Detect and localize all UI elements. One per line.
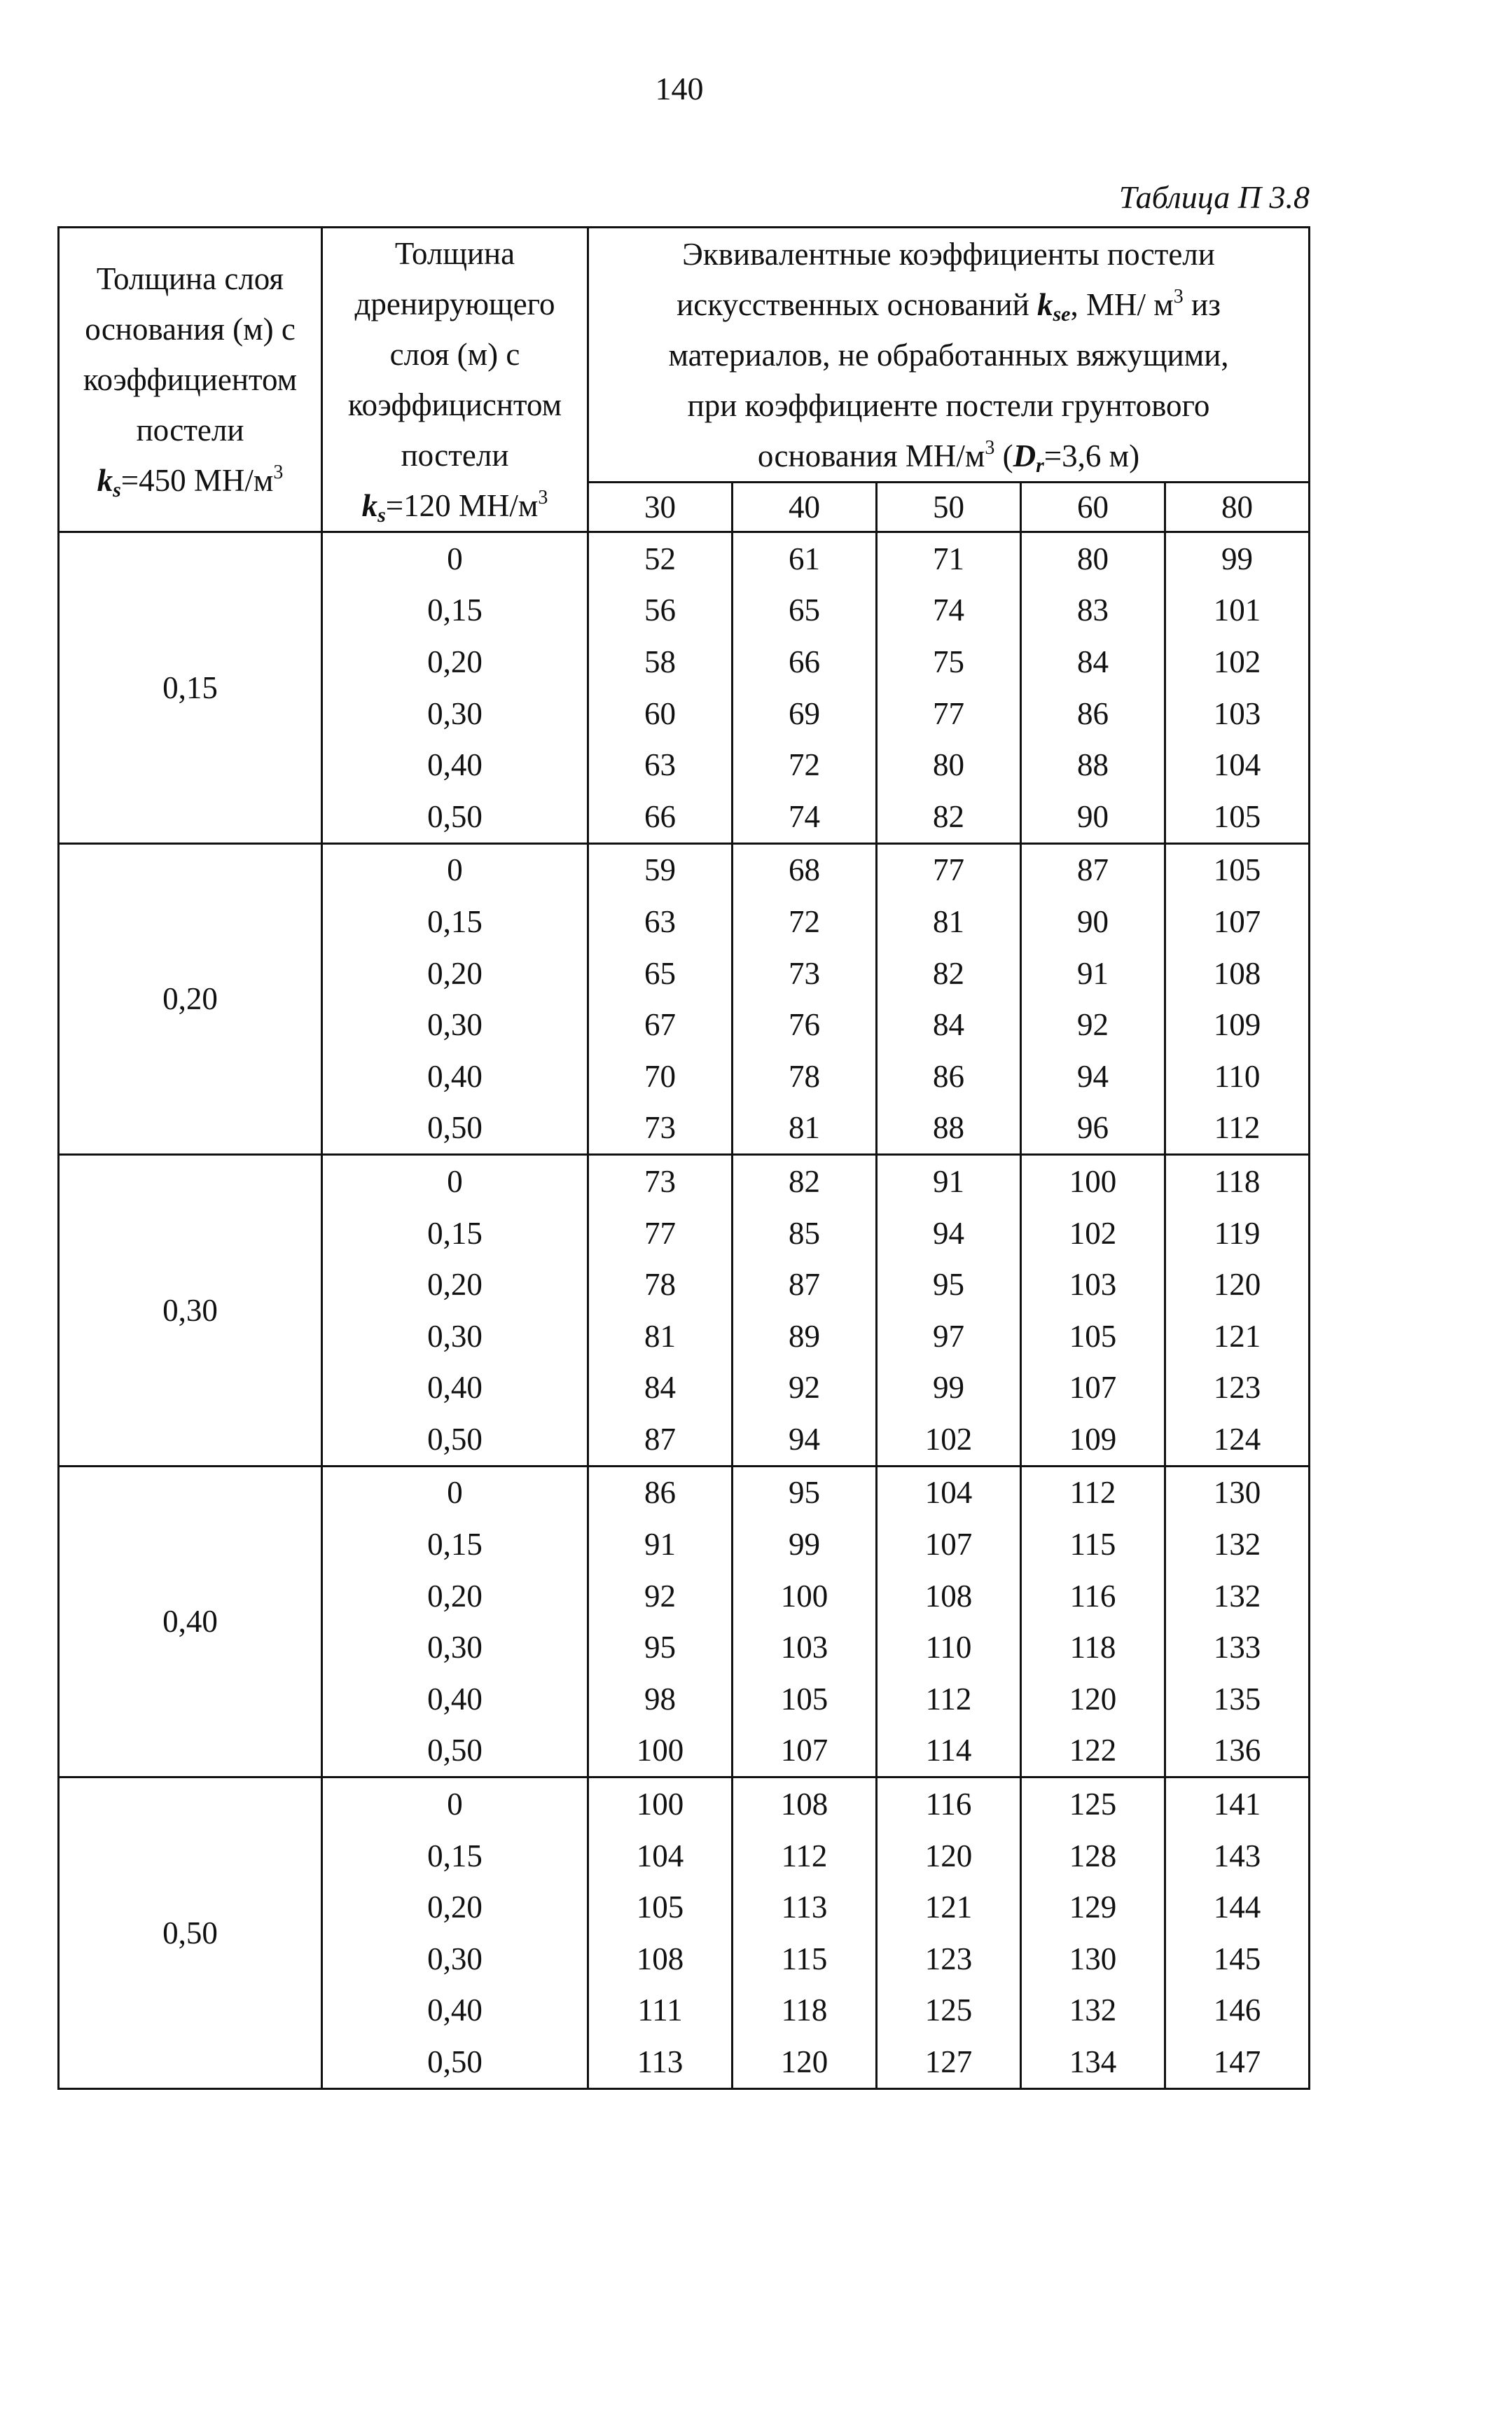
coefficient-cell: 99: [733, 1518, 877, 1570]
coefficient-cell: 95: [877, 1259, 1021, 1310]
coefficient-cell: 120: [1165, 1259, 1310, 1310]
coefficient-cell: 98: [588, 1673, 733, 1725]
coefficient-cell: 94: [877, 1207, 1021, 1259]
coefficient-cell: 112: [733, 1830, 877, 1882]
coefficient-cell: 115: [1021, 1518, 1165, 1570]
subheader-foundation-coefficient: 50: [877, 483, 1021, 532]
coefficient-cell: 141: [1165, 1777, 1310, 1830]
coefficient-cell: 118: [733, 1985, 877, 2037]
coefficient-cell: 91: [877, 1155, 1021, 1207]
coefficient-cell: 67: [588, 999, 733, 1051]
coefficient-cell: 121: [1165, 1310, 1310, 1362]
coefficient-cell: 95: [588, 1621, 733, 1673]
coefficient-cell: 100: [588, 1777, 733, 1830]
drain-thickness-cell: 0,20: [322, 1570, 588, 1622]
drain-thickness-cell: 0,15: [322, 585, 588, 637]
coefficient-cell: 123: [1165, 1362, 1310, 1414]
subheader-foundation-coefficient: 30: [588, 483, 733, 532]
coefficient-cell: 92: [733, 1362, 877, 1414]
coefficient-cell: 89: [733, 1310, 877, 1362]
table-caption: Таблица П 3.8: [1118, 179, 1310, 215]
drain-thickness-cell: 0,50: [322, 2036, 588, 2088]
coefficient-cell: 69: [733, 688, 877, 740]
coefficient-cell: 103: [733, 1621, 877, 1673]
coefficient-cell: 82: [733, 1155, 877, 1207]
coefficient-cell: 105: [1165, 843, 1310, 896]
coefficient-cell: 81: [877, 896, 1021, 948]
drain-thickness-cell: 0: [322, 532, 588, 585]
coefficient-cell: 144: [1165, 1881, 1310, 1933]
table-body: [59, 532, 1310, 2089]
base-thickness-cell: 0,40: [59, 1466, 322, 1777]
drain-thickness-cell: 0,40: [322, 1362, 588, 1414]
drain-thickness-cell: 0,30: [322, 688, 588, 740]
coefficient-cell: 75: [877, 636, 1021, 688]
coefficient-cell: 82: [877, 791, 1021, 843]
drain-thickness-cell: 0,50: [322, 1413, 588, 1466]
drain-thickness-cell: 0: [322, 1777, 588, 1830]
coefficient-cell: 92: [588, 1570, 733, 1622]
drain-thickness-cell: 0,20: [322, 948, 588, 999]
coefficient-cell: 105: [733, 1673, 877, 1725]
coefficient-cell: 145: [1165, 1933, 1310, 1985]
coefficient-cell: 134: [1021, 2036, 1165, 2088]
coefficient-cell: 102: [877, 1413, 1021, 1466]
coefficient-cell: 130: [1165, 1466, 1310, 1518]
coefficient-cell: 94: [733, 1413, 877, 1466]
coefficient-cell: 102: [1165, 636, 1310, 688]
coefficient-cell: 101: [1165, 585, 1310, 637]
drain-thickness-cell: 0: [322, 843, 588, 896]
coefficient-cell: 77: [877, 843, 1021, 896]
coefficient-cell: 91: [588, 1518, 733, 1570]
subheader-foundation-coefficient: 40: [733, 483, 877, 532]
header-equivalent-coefficients: Эквивалентные коэффициенты постели искусственных оснований kse, МН/ $м^3$ из материалов, не обработанных вяжущими, при коэффициенте постели грунтового основания $МН/м^3$ (Dr=3,6 м): [588, 228, 1310, 483]
coefficient-cell: 80: [1021, 532, 1165, 585]
coefficient-cell: 103: [1165, 688, 1310, 740]
coefficient-cell: 87: [588, 1413, 733, 1466]
drain-thickness-cell: 0,30: [322, 1621, 588, 1673]
coefficient-cell: 120: [1021, 1673, 1165, 1725]
coefficient-cell: 72: [733, 896, 877, 948]
coefficient-cell: 85: [733, 1207, 877, 1259]
coefficient-cell: 87: [1021, 843, 1165, 896]
coefficient-cell: 88: [1021, 739, 1165, 791]
coefficient-cell: 129: [1021, 1881, 1165, 1933]
coefficient-cell: 120: [733, 2036, 877, 2088]
coefficient-cell: 107: [1021, 1362, 1165, 1414]
coefficient-cell: 147: [1165, 2036, 1310, 2088]
coefficient-cell: 136: [1165, 1725, 1310, 1777]
coefficient-cell: 123: [877, 1933, 1021, 1985]
coefficient-cell: 112: [1165, 1102, 1310, 1155]
coefficient-cell: 90: [1021, 791, 1165, 843]
coefficient-cell: 100: [1021, 1155, 1165, 1207]
coefficient-cell: 66: [588, 791, 733, 843]
drain-thickness-cell: 0,15: [322, 1518, 588, 1570]
coefficient-cell: 61: [733, 532, 877, 585]
coefficient-cell: 104: [588, 1830, 733, 1882]
coefficient-cell: 146: [1165, 1985, 1310, 2037]
coefficient-cell: 112: [1021, 1466, 1165, 1518]
coefficient-cell: 95: [733, 1466, 877, 1518]
coefficient-cell: 86: [1021, 688, 1165, 740]
coefficient-cell: 66: [733, 636, 877, 688]
coefficient-cell: 81: [588, 1310, 733, 1362]
coefficient-cell: 72: [733, 739, 877, 791]
coefficient-cell: 63: [588, 739, 733, 791]
coefficient-cell: 133: [1165, 1621, 1310, 1673]
coefficient-cell: 68: [733, 843, 877, 896]
coefficient-cell: 74: [733, 791, 877, 843]
coefficient-cell: 118: [1021, 1621, 1165, 1673]
coefficient-cell: 92: [1021, 999, 1165, 1051]
drain-thickness-cell: 0,30: [322, 999, 588, 1051]
drain-thickness-cell: 0,50: [322, 1725, 588, 1777]
table-header: [59, 228, 1310, 532]
coefficient-cell: 125: [1021, 1777, 1165, 1830]
drain-thickness-cell: 0,40: [322, 1673, 588, 1725]
coefficient-cell: 107: [1165, 896, 1310, 948]
coefficient-cell: 84: [588, 1362, 733, 1414]
drain-thickness-cell: 0,30: [322, 1933, 588, 1985]
drain-thickness-cell: 0,50: [322, 1102, 588, 1155]
coefficient-cell: 102: [1021, 1207, 1165, 1259]
drain-thickness-cell: 0: [322, 1466, 588, 1518]
coefficient-cell: 115: [733, 1933, 877, 1985]
coefficient-cell: 52: [588, 532, 733, 585]
coefficient-cell: 100: [733, 1570, 877, 1622]
coefficient-cell: 80: [877, 739, 1021, 791]
coefficient-cell: 96: [1021, 1102, 1165, 1155]
coefficient-cell: 105: [1021, 1310, 1165, 1362]
coefficient-cell: 58: [588, 636, 733, 688]
drain-thickness-cell: 0,15: [322, 1207, 588, 1259]
coefficient-cell: 65: [733, 585, 877, 637]
coefficient-cell: 105: [588, 1881, 733, 1933]
header-drain-layer-thickness: Толщина дренирующего слоя (м) с коэффициснтом постели ks=120 $МН/м^3$: [322, 228, 588, 532]
subheader-foundation-coefficient: 60: [1021, 483, 1165, 532]
drain-thickness-cell: 0,20: [322, 636, 588, 688]
coefficient-cell: 91: [1021, 948, 1165, 999]
coefficient-cell: 127: [877, 2036, 1021, 2088]
coefficient-cell: 135: [1165, 1673, 1310, 1725]
coefficient-cell: 104: [877, 1466, 1021, 1518]
header-base-layer-thickness: Толщина слоя основания (м) с коэффициентом постели ks=450 $МН/м^3$: [59, 228, 322, 532]
coefficient-cell: 109: [1021, 1413, 1165, 1466]
base-thickness-cell: 0,30: [59, 1155, 322, 1467]
coefficient-cell: 77: [877, 688, 1021, 740]
base-thickness-cell: 0,15: [59, 532, 322, 844]
coefficient-cell: 78: [588, 1259, 733, 1310]
drain-thickness-cell: 0,20: [322, 1259, 588, 1310]
coefficient-cell: 132: [1165, 1570, 1310, 1622]
coefficient-cell: 104: [1165, 739, 1310, 791]
drain-thickness-cell: 0,15: [322, 1830, 588, 1882]
coefficient-cell: 107: [877, 1518, 1021, 1570]
coefficient-cell: 77: [588, 1207, 733, 1259]
coefficient-cell: 108: [1165, 948, 1310, 999]
coefficient-cell: 110: [877, 1621, 1021, 1673]
coefficient-cell: 108: [733, 1777, 877, 1830]
coefficient-cell: 110: [1165, 1051, 1310, 1102]
coefficient-cell: 73: [588, 1155, 733, 1207]
coefficient-cell: 124: [1165, 1413, 1310, 1466]
drain-thickness-cell: 0,40: [322, 1051, 588, 1102]
coefficient-cell: 108: [877, 1570, 1021, 1622]
coefficient-cell: 97: [877, 1310, 1021, 1362]
subheader-foundation-coefficient: 80: [1165, 483, 1310, 532]
coefficient-cell: 105: [1165, 791, 1310, 843]
coefficient-cell: 113: [588, 2036, 733, 2088]
coefficient-cell: 108: [588, 1933, 733, 1985]
table-row: [59, 1155, 1310, 1207]
drain-thickness-cell: 0,30: [322, 1310, 588, 1362]
coefficient-cell: 100: [588, 1725, 733, 1777]
coefficient-cell: 60: [588, 688, 733, 740]
base-thickness-cell: 0,20: [59, 843, 322, 1155]
drain-thickness-cell: 0,20: [322, 1881, 588, 1933]
coefficient-cell: 118: [1165, 1155, 1310, 1207]
coefficient-cell: 111: [588, 1985, 733, 2037]
coefficient-cell: 116: [877, 1777, 1021, 1830]
coefficient-cell: 94: [1021, 1051, 1165, 1102]
coefficient-cell: 122: [1021, 1725, 1165, 1777]
coefficient-cell: 143: [1165, 1830, 1310, 1882]
coefficient-cell: 130: [1021, 1933, 1165, 1985]
coefficient-cell: 78: [733, 1051, 877, 1102]
table-row: [59, 1466, 1310, 1518]
coefficient-cell: 114: [877, 1725, 1021, 1777]
coefficient-cell: 65: [588, 948, 733, 999]
coefficient-cell: 81: [733, 1102, 877, 1155]
coefficient-cell: 84: [877, 999, 1021, 1051]
drain-thickness-cell: 0,15: [322, 896, 588, 948]
coefficient-cell: 125: [877, 1985, 1021, 2037]
coefficient-cell: 84: [1021, 636, 1165, 688]
coefficient-cell: 76: [733, 999, 877, 1051]
coefficient-cell: 71: [877, 532, 1021, 585]
table-row: [59, 843, 1310, 896]
drain-thickness-cell: 0: [322, 1155, 588, 1207]
coefficient-cell: 82: [877, 948, 1021, 999]
coefficient-cell: 73: [733, 948, 877, 999]
coefficient-cell: 119: [1165, 1207, 1310, 1259]
base-thickness-cell: 0,50: [59, 1777, 322, 2089]
coefficient-cell: 109: [1165, 999, 1310, 1051]
table-row: [59, 532, 1310, 585]
coefficient-cell: 70: [588, 1051, 733, 1102]
coefficient-cell: 132: [1165, 1518, 1310, 1570]
drain-thickness-cell: 0,40: [322, 1985, 588, 2037]
coefficient-cell: 120: [877, 1830, 1021, 1882]
coefficient-cell: 113: [733, 1881, 877, 1933]
drain-thickness-cell: 0,40: [322, 739, 588, 791]
coefficient-cell: 83: [1021, 585, 1165, 637]
coefficient-cell: 132: [1021, 1985, 1165, 2037]
coefficient-cell: 103: [1021, 1259, 1165, 1310]
coefficient-cell: 63: [588, 896, 733, 948]
coefficient-cell: 121: [877, 1881, 1021, 1933]
coefficient-cell: 86: [588, 1466, 733, 1518]
coefficient-cell: 112: [877, 1673, 1021, 1725]
coefficients-table: [57, 226, 1310, 2090]
coefficient-cell: 73: [588, 1102, 733, 1155]
drain-thickness-cell: 0,50: [322, 791, 588, 843]
coefficient-cell: 59: [588, 843, 733, 896]
coefficient-cell: 128: [1021, 1830, 1165, 1882]
coefficient-cell: 56: [588, 585, 733, 637]
coefficient-cell: 99: [877, 1362, 1021, 1414]
coefficient-cell: 86: [877, 1051, 1021, 1102]
table-row: [59, 1777, 1310, 1830]
coefficient-cell: 74: [877, 585, 1021, 637]
coefficient-cell: 116: [1021, 1570, 1165, 1622]
coefficient-cell: 99: [1165, 532, 1310, 585]
coefficient-cell: 88: [877, 1102, 1021, 1155]
page-number: 140: [655, 71, 704, 106]
coefficient-cell: 87: [733, 1259, 877, 1310]
coefficient-cell: 90: [1021, 896, 1165, 948]
coefficient-cell: 107: [733, 1725, 877, 1777]
